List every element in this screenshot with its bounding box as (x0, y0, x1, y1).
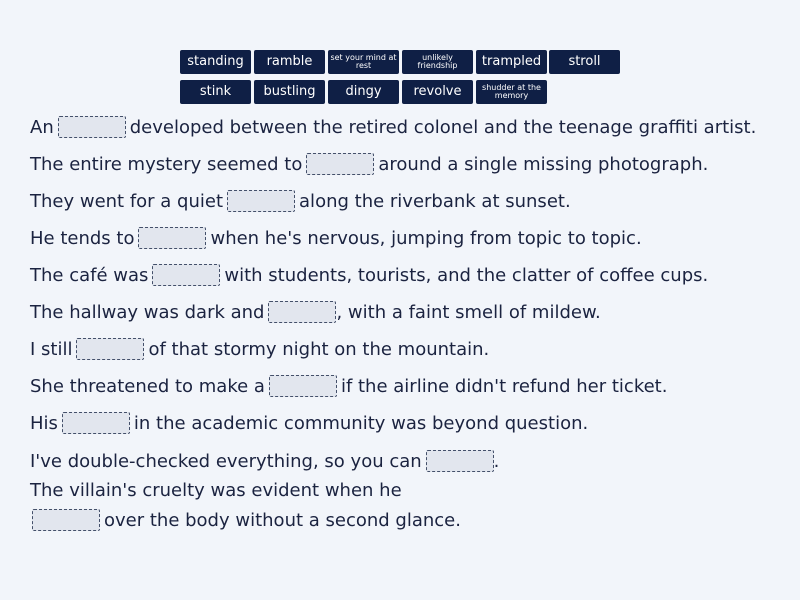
sentence-text: around a single missing photograph. (378, 154, 709, 175)
sentence-text: . (493, 451, 500, 472)
sentence-2 (30, 154, 708, 176)
sentence-text: She threatened to make a (30, 376, 265, 397)
sentence-text: in the academic community was beyond question. (133, 413, 589, 434)
word-tile-ramble[interactable]: ramble (254, 50, 325, 74)
sentence-text: An (30, 117, 54, 138)
word-bank (0, 0, 800, 110)
sentence-6 (30, 302, 601, 324)
sentence-text: The café was (30, 265, 149, 286)
sentence-text: The hallway was dark and (30, 302, 265, 323)
word-tile-set-your-mind-at-rest[interactable]: set your mind at rest (328, 50, 399, 74)
drop-blank[interactable] (268, 301, 336, 323)
sentence-text: developed between the retired colonel and the teenage graffiti artist. (129, 117, 757, 138)
word-tile-shudder-at-the-memory[interactable]: shudder at the memory (476, 80, 547, 104)
drop-blank[interactable] (76, 338, 144, 360)
drop-blank[interactable] (62, 412, 130, 434)
word-tile-dingy[interactable]: dingy (328, 80, 399, 104)
word-tile-standing[interactable]: standing (180, 50, 251, 74)
drop-blank[interactable] (426, 450, 494, 472)
sentence-4 (30, 228, 642, 250)
sentence-11-line-2 (30, 510, 461, 532)
word-tile-stink[interactable]: stink (180, 80, 251, 104)
sentence-text: , with a faint smell of mildew. (336, 302, 601, 323)
sentence-text: along the riverbank at sunset. (299, 191, 571, 212)
sentence-text: His (30, 413, 58, 434)
sentence-5 (30, 265, 708, 287)
drop-blank[interactable] (138, 227, 206, 249)
word-tile-bustling[interactable]: bustling (254, 80, 325, 104)
sentence-text: He tends to (30, 228, 135, 249)
sentence-1 (30, 117, 756, 139)
sentence-text: of that stormy night on the mountain. (148, 339, 490, 360)
sentence-text: when he's nervous, jumping from topic to topic. (210, 228, 642, 249)
sentence-text: I still (30, 339, 73, 360)
word-tile-unlikely-friendship[interactable]: unlikely friendship (402, 50, 473, 74)
drop-blank[interactable] (269, 375, 337, 397)
sentence-text: over the body without a second glance. (104, 510, 461, 531)
drop-blank[interactable] (32, 509, 100, 531)
sentence-10 (30, 451, 499, 473)
sentence-text: with students, tourists, and the clatter of coffee cups. (224, 265, 709, 286)
word-tile-stroll[interactable]: stroll (549, 50, 620, 74)
sentence-3 (30, 191, 571, 213)
sentence-text: They went for a quiet (30, 191, 224, 212)
drop-blank[interactable] (58, 116, 126, 138)
sentence-11-line-1 (30, 480, 402, 502)
sentence-text: The villain's cruelty was evident when he (30, 480, 402, 501)
drop-blank[interactable] (227, 190, 295, 212)
drop-blank[interactable] (306, 153, 374, 175)
sentence-8 (30, 376, 667, 398)
sentence-text: I've double-checked everything, so you can (30, 451, 422, 472)
sentence-7 (30, 339, 489, 361)
drop-blank[interactable] (152, 264, 220, 286)
word-tile-revolve[interactable]: revolve (402, 80, 473, 104)
sentence-9 (30, 413, 588, 435)
sentence-text: if the airline didn't refund her ticket. (340, 376, 668, 397)
word-tile-trampled[interactable]: trampled (476, 50, 547, 74)
sentence-text: The entire mystery seemed to (30, 154, 303, 175)
